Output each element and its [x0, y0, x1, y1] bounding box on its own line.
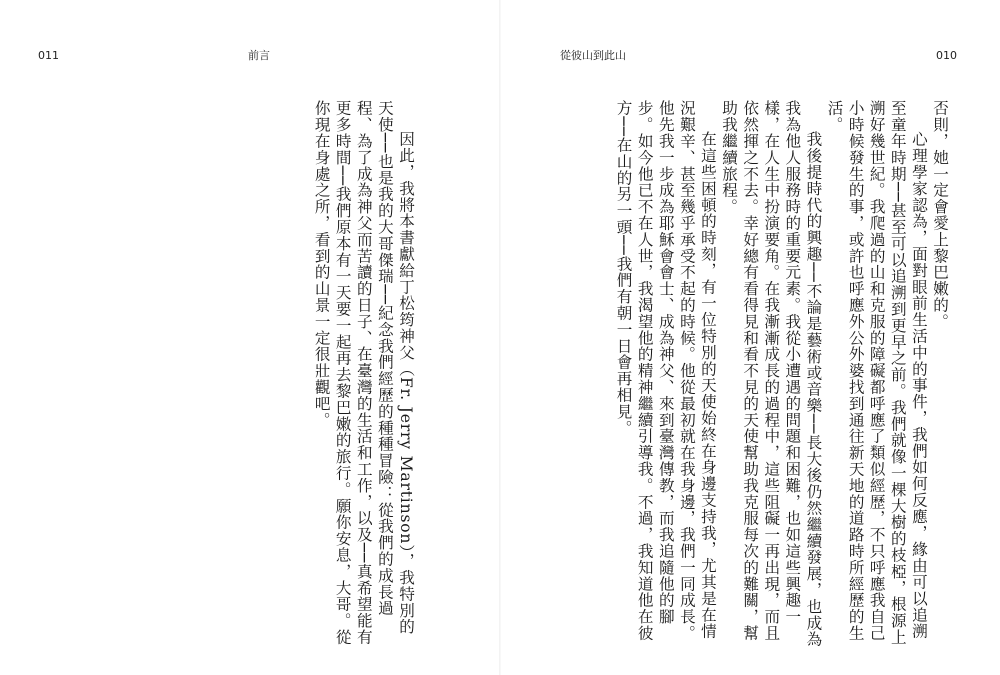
running-head: 前言 — [248, 49, 270, 62]
paragraph: 心理學家認為，面對眼前生活中的事件，我們如何反應，緣由可以追溯至童年時期──甚至可以追溯到更早之前。我們就像一棵大樹的枝椏，根源上溯好幾世紀。我爬過的山和克服的障礙都呼應了類似經歷，不只呼應我自己小時候發生的事，或許也呼應外公外婆找到通往新天地的道路時所經歷的生活。 — [825, 100, 928, 646]
paragraph: 因此，我將本書獻給丁松筠神父（Fr. Jerry Martinson），我特別的天使──也是我的大哥傑瑞──紀念我們經歷的種種冒險：從我們的成長過程、為了成為神父而苦讀的日子、在臺灣的生活和工作，以及──真希望能有更多時間──我們原本有一天要一起再去黎巴嫩的旅行。願你安息，大哥。從你現在身處之所，看到的山景一定很壯觀吧。 — [312, 100, 415, 646]
paragraph: 我後提時代的興趣──不論是藝術或音樂──長大後仍然繼續發展，也成為我為他人服務時的重要元素。我從小遭遇的問題和困難，也如這些興趣一樣，在人生中扮演要角。在我漸漸成長的過程中，這些阻礙一再出現，而且依然揮之不去。幸好總有看得見和看不見的天使幫助我克服每次的難關，幫助我繼續旅程。 — [720, 100, 823, 648]
page-number: 010 — [936, 49, 957, 62]
right-page — [500, 0, 1000, 675]
running-head: 從彼山到此山 — [560, 49, 626, 62]
paragraph: 在這些困頓的時刻，有一位特別的天使始終在身邊支持我，尤其是在情況艱辛、甚至幾乎承受不起的時候。他從最初就在我身邊，我們一同成長。他先我一步成為耶穌會會士、成為神父、來到臺灣傳教，而我追隨他的腳步。如今他已不在人世，我渴望他的精神繼續引導我。不過，我知道他在彼方──在山的另一頭──我們有朝一日會再相見。 — [614, 100, 717, 642]
body-text — [300, 100, 416, 648]
page-number: 011 — [38, 49, 59, 62]
opening-line: 否則，她一定會愛上黎巴嫩的。 — [931, 100, 949, 330]
body-text — [578, 100, 950, 648]
